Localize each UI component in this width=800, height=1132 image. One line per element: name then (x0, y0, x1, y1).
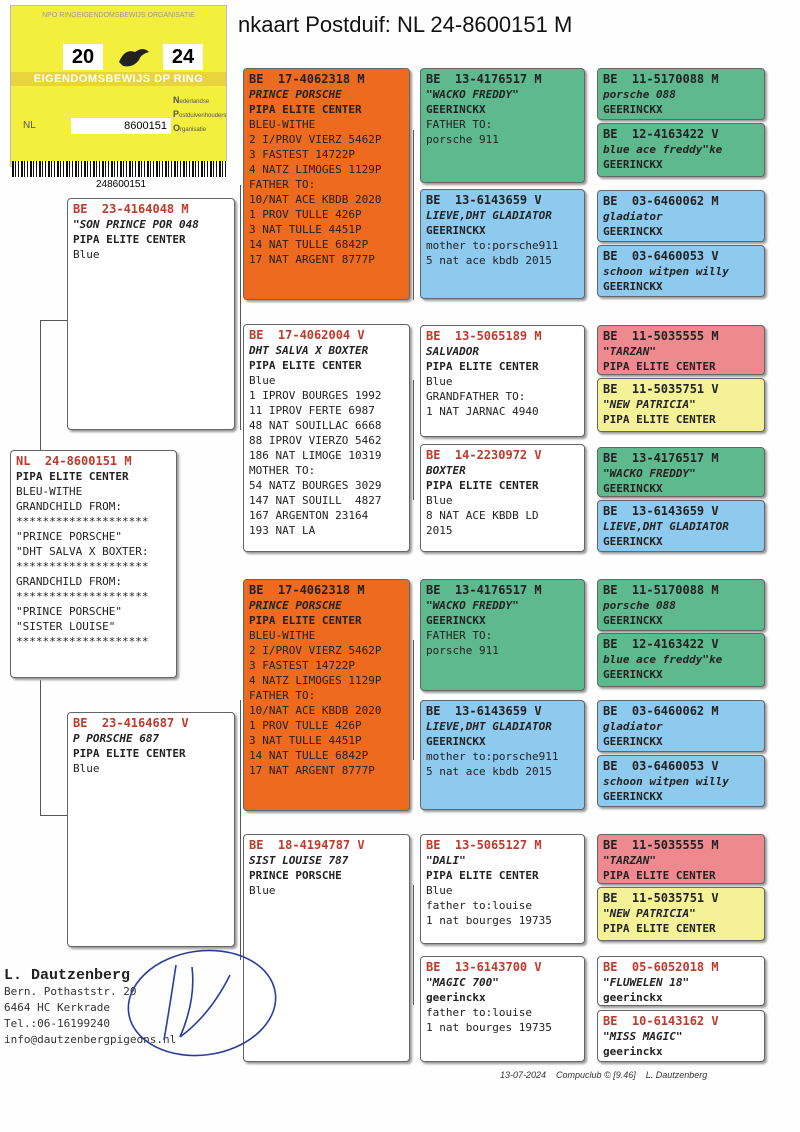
owner-city: 6464 HC Kerkrade (4, 1001, 110, 1014)
pigeon-card-g7a: BE 11-5035555 M "TARZAN" PIPA ELITE CENTER (597, 834, 765, 884)
pigeon-card-g3a: BE 11-5035555 M "TARZAN" PIPA ELITE CENTER (597, 325, 765, 375)
pigeon-card-g4a: BE 13-4176517 M "WACKO FREDDY" GEERINCKX (597, 447, 765, 497)
pigeon-card-father: BE 23-4164048 M "SON PRINCE POR 048 PIPA ELITE CENTER Blue (67, 198, 235, 430)
pigeon-card-g8a: BE 05-6052018 M "FLUWELEN 18" geerinckx (597, 956, 765, 1006)
pigeon-card-g3b: BE 11-5035751 V "NEW PATRICIA" PIPA ELITE CENTER (597, 378, 765, 432)
connector-line (40, 320, 41, 450)
owner-email: info@dautzenbergpigeons.nl (4, 1033, 177, 1046)
pigeon-card-g8b: BE 10-6143162 V "MISS MAGIC" geerinckx (597, 1010, 765, 1062)
pigeon-card-mmm: BE 13-6143700 V "MAGIC 700" geerinckx father to:louise 1 nat bourges 19735 (420, 956, 585, 1062)
pigeon-card-fff: BE 13-4176517 M "WACKO FREDDY" GEERINCKX FATHER TO: porsche 911 (420, 68, 585, 183)
pigeon-card-g1a: BE 11-5170088 M porsche 088 GEERINCKX (597, 68, 765, 120)
connector-line (413, 640, 414, 760)
handwritten-signature (120, 945, 280, 1075)
pigeon-card-fmm: BE 14-2230972 V BOXTER PIPA ELITE CENTER Blue 8 NAT ACE KBDB LD 2015 (420, 444, 585, 552)
pigeon-card-g4b: BE 13-6143659 V LIEVE,DHT GLADIATOR GEERINCKX (597, 500, 765, 552)
ring-ownership-card (10, 5, 227, 167)
pigeon-card-g1b: BE 12-4163422 V blue ace freddy"ke GEERINCKX (597, 123, 765, 177)
barcode (12, 161, 227, 177)
pigeon-card-g2a: BE 03-6460062 M gladiator GEERINCKX (597, 190, 765, 242)
connector-line (40, 680, 41, 815)
owner-name: L. Dautzenberg (4, 967, 131, 984)
connector-line (413, 380, 414, 500)
connector-line (413, 885, 414, 1005)
page-title: nkaart Postduif: NL 24-8600151 M (238, 12, 573, 37)
ring-card-header: NPO RINGEIGENDOMSBEWIJS ORGANISATIE (42, 12, 195, 19)
ring-country: NL (23, 120, 36, 131)
pigeon-card-mff: BE 13-4176517 M "WACKO FREDDY" GEERINCKX FATHER TO: porsche 911 (420, 579, 585, 691)
owner-phone: Tel.:06-16199240 (4, 1017, 110, 1030)
owner-address: Bern. Pothaststr. 20 (4, 985, 137, 998)
pigeon-card-main: NL 24-8600151 M PIPA ELITE CENTER BLEU-WITHE GRANDCHILD FROM: ******************** "PRINCE PORSCHE" "DHT SALVA X BOXTER: ******************** GRANDCHILD FROM: ******************** "PRINCE PORSCHE" "SISTER LOUISE" ******************** (10, 450, 177, 678)
pigeon-card-g5a: BE 11-5170088 M porsche 088 GEERINCKX (597, 579, 765, 631)
year-left: 20 (63, 44, 103, 70)
pigeon-card-mmf: BE 13-5065127 M "DALI" PIPA ELITE CENTER Blue father to:louise 1 nat bourges 19735 (420, 834, 585, 944)
connector-line (240, 700, 241, 960)
ring-card-band: EIGENDOMSBEWIJS DP RING (11, 72, 226, 86)
pigeon-card-g6b: BE 03-6460053 V schoon witpen willy GEERINCKX (597, 755, 765, 807)
ring-number-field: 8600151 (71, 118, 171, 134)
npo-logo: Nederlandse Postduivenhouders Organisatie (173, 95, 227, 133)
pigeon-card-g6a: BE 03-6460062 M gladiator GEERINCKX (597, 700, 765, 752)
pigeon-card-fmf: BE 13-5065189 M SALVADOR PIPA ELITE CENTER Blue GRANDFATHER TO: 1 NAT JARNAC 4940 (420, 325, 585, 437)
connector-line (40, 815, 67, 816)
pigeon-card-ffm: BE 13-6143659 V LIEVE,DHT GLADIATOR GEERINCKX mother to:porsche911 5 nat ace kbdb 2015 (420, 189, 585, 299)
barcode-number: 248600151 (96, 179, 147, 190)
pigeon-card-mm: BE 18-4194787 V SIST LOUISE 787 PRINCE PORSCHE Blue (243, 834, 410, 1062)
pigeon-card-fm: BE 17-4062004 V DHT SALVA X BOXTER PIPA ELITE CENTER Blue 1 IPROV BOURGES 1992 11 IPROV FERTE 6987 48 NAT SOUILLAC 6668 88 IPROV VIERZO 5462 186 NAT LIMOGE 10319 MOTHER TO: 54 NATZ BOURGES 3029 147 NAT SOUILL 4827 167 ARGENTON 23164 193 NAT LA (243, 324, 410, 552)
pigeon-card-mf: BE 17-4062318 M PRINCE PORSCHE PIPA ELITE CENTER BLEU-WITHE 2 I/PROV VIERZ 5462P 3 FASTEST 14722P 4 NATZ LIMOGES 1129P FATHER TO: 10/NAT ACE KBDB 2020 1 PROV TULLE 426P 3 NAT TULLE 4451P 14 NAT TULLE 6842P 17 NAT ARGENT 8777P (243, 579, 410, 811)
connector-line (40, 320, 67, 321)
pigeon-card-ff: BE 17-4062318 M PRINCE PORSCHE PIPA ELITE CENTER BLEU-WITHE 2 I/PROV VIERZ 5462P 3 FASTEST 14722P 4 NATZ LIMOGES 1129P FATHER TO: 10/NAT ACE KBDB 2020 1 PROV TULLE 426P 3 NAT TULLE 4451P 14 NAT TULLE 6842P 17 NAT ARGENT 8777P (243, 68, 410, 300)
pigeon-card-g2b: BE 03-6460053 V schoon witpen willy GEERINCKX (597, 245, 765, 297)
connector-line (413, 130, 414, 300)
pigeon-logo-icon (115, 42, 151, 72)
pigeon-card-mother: BE 23-4164687 V P PORSCHE 687 PIPA ELITE CENTER Blue (67, 712, 235, 947)
connector-line (240, 185, 241, 430)
pigeon-card-g7b: BE 11-5035751 V "NEW PATRICIA" PIPA ELITE CENTER (597, 887, 765, 941)
pigeon-card-mfm: BE 13-6143659 V LIEVE,DHT GLADIATOR GEERINCKX mother to:porsche911 5 nat ace kbdb 2015 (420, 700, 585, 810)
pigeon-card-g5b: BE 12-4163422 V blue ace freddy"ke GEERINCKX (597, 633, 765, 687)
footer-text: 13-07-2024 Compuclub © [9.46] L. Dautzenberg (500, 1070, 708, 1080)
year-right: 24 (163, 44, 203, 70)
